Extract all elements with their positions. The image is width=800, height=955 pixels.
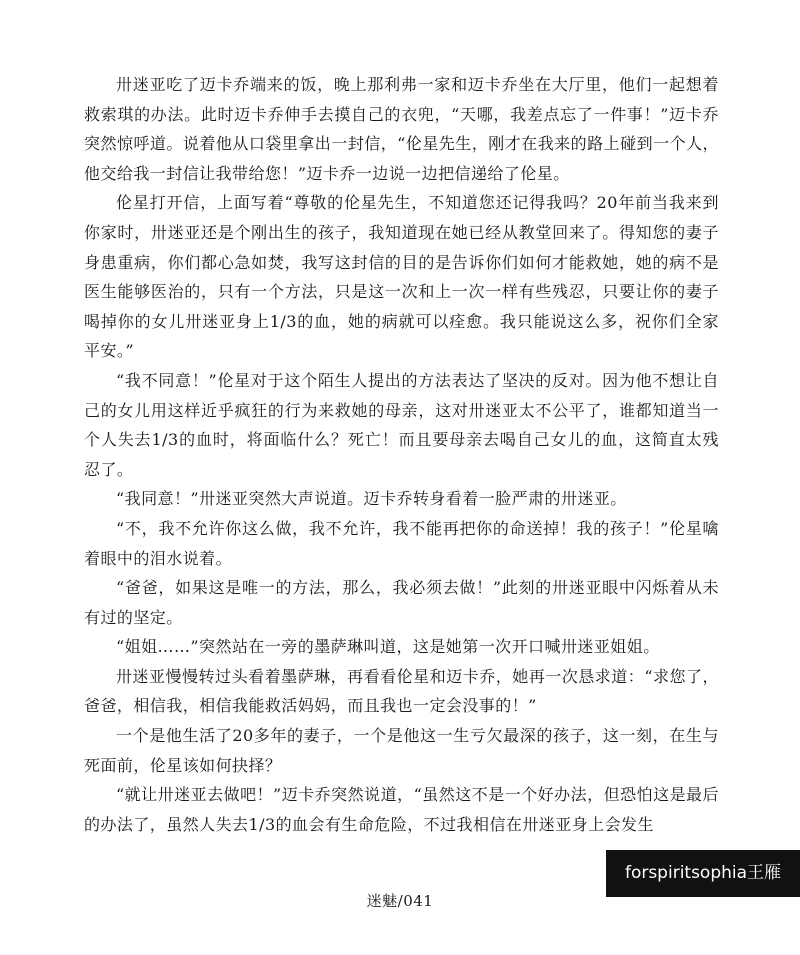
paragraph: “爸爸，如果这是唯一的方法，那么，我必须去做！”此刻的卅迷亚眼中闪烁着从未有过的坚定。 xyxy=(84,578,719,627)
paragraph: 伦星打开信，上面写着“尊敬的伦星先生，不知道您还记得我吗？20年前当我来到你家时，卅迷亚还是个刚出生的孩子，我知道现在她已经从教堂回来了。得知您的妻子身患重病，你们都心急如焚，我写这封信的目的是告诉你们如何才能救她，她的病不是医生能够医治的，只有一个方法，只是这一次和上一次一样有些残忍，只要让你的妻子喝掉你的女儿卅迷亚身上1/3的血，她的病就可以痊愈。我只能说这么多，祝你们全家平安。” xyxy=(84,193,719,361)
paragraph: “就让卅迷亚去做吧！”迈卡乔突然说道，“虽然这不是一个好办法，但恐怕这是最后的办法了，虽然人失去1/3的血会有生命危险，不过我相信在卅迷亚身上会发生 xyxy=(84,785,719,834)
paragraph: “我不同意！”伦星对于这个陌生人提出的方法表达了坚决的反对。因为他不想让自己的女儿用这样近乎疯狂的行为来救她的母亲，这对卅迷亚太不公平了，谁都知道当一个人失去1/3的血时，将面临什么？死亡！而且要母亲去喝自己女儿的血，这简直太残忍了。 xyxy=(84,370,719,479)
paragraph: 一个是他生活了20多年的妻子，一个是他这一生亏欠最深的孩子，这一刻，在生与死面前，伦星该如何抉择？ xyxy=(84,726,719,775)
page-footer: 迷魅/041 xyxy=(366,892,434,910)
paragraph: “姐姐……”突然站在一旁的墨萨琳叫道，这是她第一次开口喊卅迷亚姐姐。 xyxy=(116,637,660,657)
paragraph: “我同意！”卅迷亚突然大声说道。迈卡乔转身看着一脸严肃的卅迷亚。 xyxy=(116,489,627,509)
watermark-label: forspiritsophia王雁 xyxy=(606,850,800,897)
paragraph: “不，我不允许你这么做，我不允许，我不能再把你的命送掉！我的孩子！”伦星噙着眼中的泪水说着。 xyxy=(84,518,719,568)
paragraph: 卅迷亚吃了迈卡乔端来的饭，晚上那利弗一家和迈卡乔坐在大厅里，他们一起想着救索琪的办法。此时迈卡乔伸手去摸自己的衣兜，“天哪，我差点忘了一件事！”迈卡乔突然惊呼道。说着他从口袋里拿出一封信，“伦星先生，刚才在我来的路上碰到一个人，他交给我一封信让我带给您！”迈卡乔一边说一边把信递给了伦星。 xyxy=(84,75,719,183)
paragraph: 卅迷亚慢慢转过头看着墨萨琳，再看看伦星和迈卡乔，她再一次恳求道：“求您了，爸爸，相信我，相信我能救活妈妈，而且我也一定会没事的！” xyxy=(84,666,719,716)
page-body xyxy=(84,70,719,839)
